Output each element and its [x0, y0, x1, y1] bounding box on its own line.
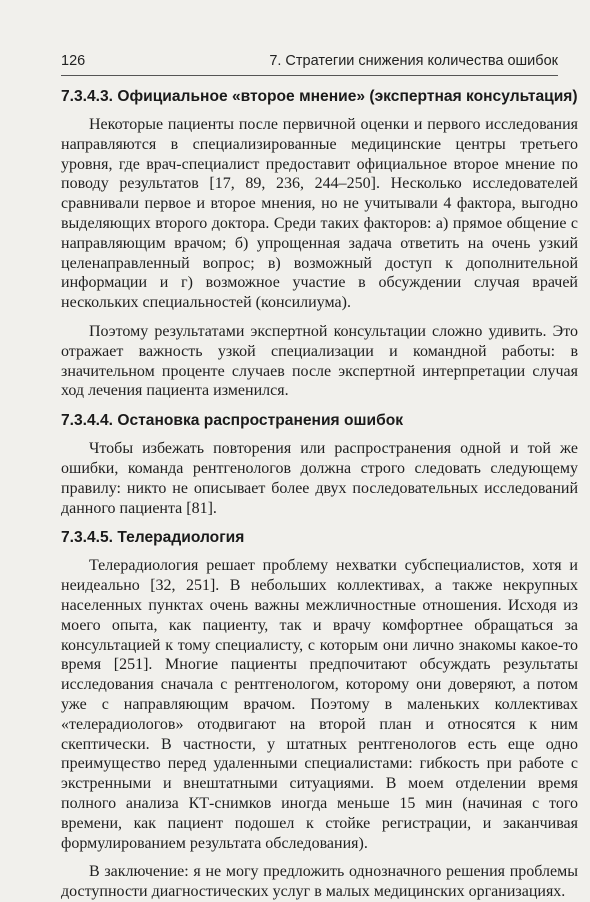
section-heading: 7.3.4.5. Телерадиология — [61, 529, 245, 547]
paragraph: Телерадиология решает проблему нехватки субспециалистов, хотя и неидеально [32, 251]. В небольших коллективах, а также некрупных населенных пунктах очень важны межличностные отношения. Исходя из моего опыта, как пациенту, так и врачу комфортнее обращаться за консультацией к тому специалисту, с которым они лично знакомы какое-то время [251]. Многие пациенты предпочитают обсуждать результаты исследования сначала с рентгенологом, которому они доверяют, а потом уже с направляющим врачом. Поэтому в маленьких коллективах «телерадиологов» отодвигают на второй план и относятся к ним скептически. В частности, у штатных рентгенологов есть еще одно преимущество перед удаленными специалистами: гибкость при работе с экстренными и внештатными ситуациями. В моем отделении время полного анализа КТ-снимков иногда меньше 15 мин (начиная с того времени, как пациент подошел к стойке регистрации, и заканчивая формулированием результата обследования). — [61, 557, 578, 852]
paragraph: В заключение: я не могу предложить однозначного решения проблемы доступности диагностических услуг в малых медицинских организациях. — [61, 863, 578, 901]
paragraph: Чтобы избежать повторения или распространения одной и той же ошибки, команда рентгенологов должна строго следовать следующему правилу: никто не описывает более двух последовательных исследований данного пациента [81]. — [61, 440, 578, 517]
page-content — [61, 88, 578, 902]
section-teleradiology — [61, 529, 578, 902]
paragraph: Поэтому результатами экспертной консультации сложно удивить. Это отражает важность узкой специализации и командной работы: в значительном проценте случаев после экспертной интерпретации случая ход лечения пациента изменился. — [61, 322, 578, 400]
running-header — [61, 51, 558, 76]
section-error-propagation — [61, 412, 578, 518]
page-number: 126 — [61, 53, 86, 69]
chapter-title: 7. Стратегии снижения количества ошибок — [269, 53, 558, 69]
section-heading: 7.3.4.3. Официальное «второе мнение» (экспертная консультация) — [61, 88, 578, 105]
section-heading: 7.3.4.4. Остановка распространения ошибок — [61, 412, 404, 430]
section-second-opinion — [61, 88, 578, 401]
paragraph: Некоторые пациенты после первичной оценки и первого исследования направляются в специализированные медицинские центры третьего уровня, где врач-специалист предоставит официальное второе мнение по поводу результатов [17, 89, 236, 244–250]. Несколько исследователей сравнивали первое и второе мнения, но не учитывали 4 фактора, выгодно выделяющих второго доктора. Среди таких факторов: а) прямое общение с направляющим врачом; б) упрощенная задача ответить на очень узкий целенаправленный вопрос; в) возможный доступ к дополнительной информации и г) возможное участие в обсуждении случая врачей нескольких специальностей (консилиума). — [61, 116, 578, 312]
